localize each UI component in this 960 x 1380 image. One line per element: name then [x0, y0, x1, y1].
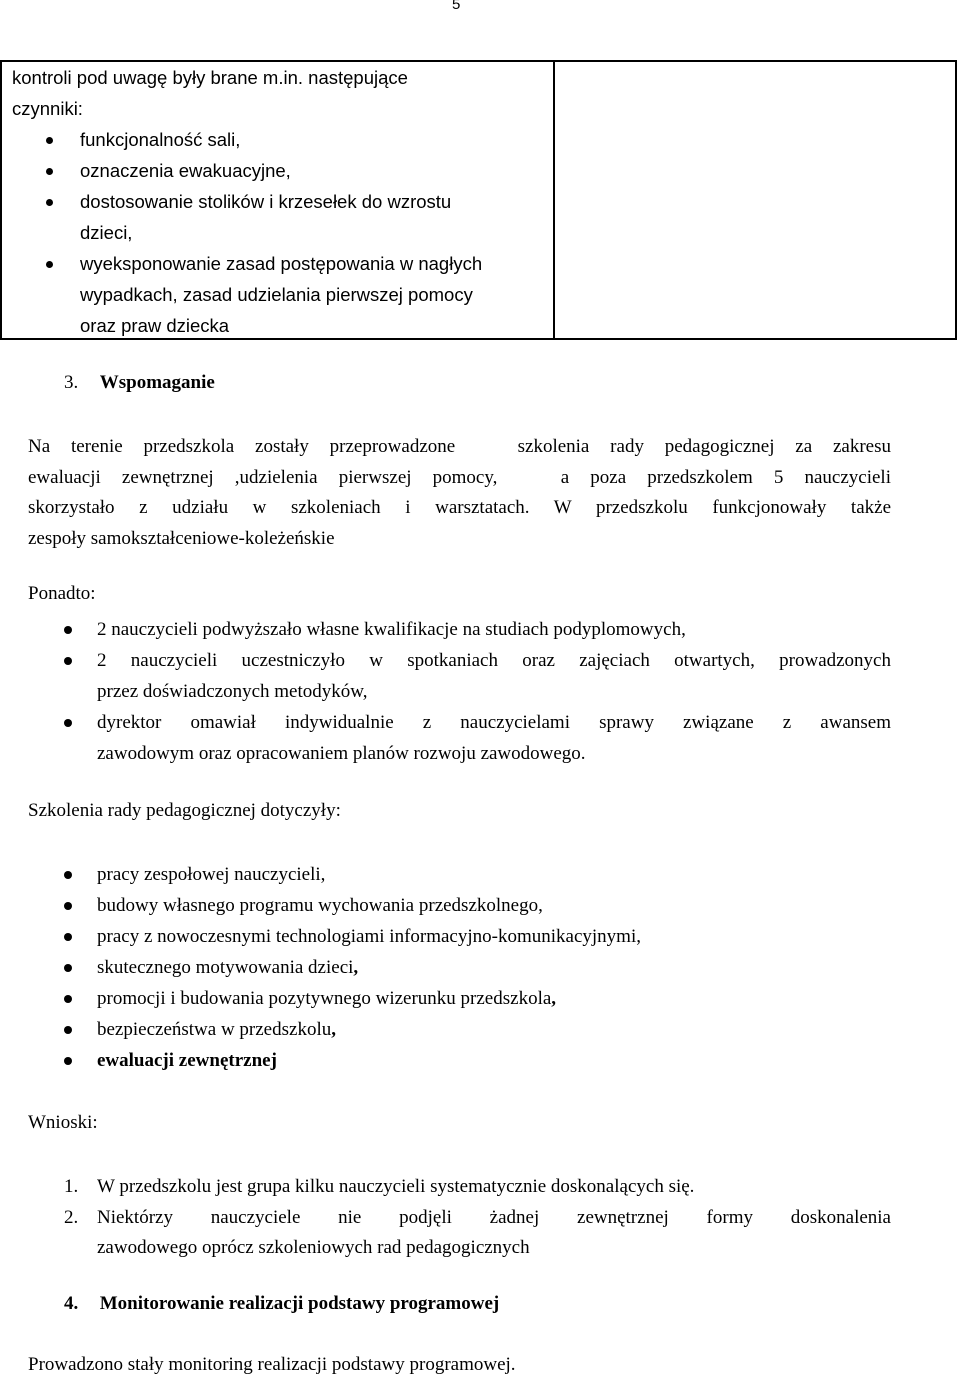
- szkolenia-label: Szkolenia rady pedagogicznej dotyczyły:: [28, 800, 341, 821]
- list-item: ewaluacji zewnętrznej: [28, 1045, 891, 1076]
- bullet-icon: [46, 199, 53, 206]
- section-3-number: 3.: [64, 372, 79, 393]
- table-intro-line-1: kontroli pod uwagę były brane m.in. następujące: [12, 67, 408, 88]
- list-item: bezpieczeństwa w przedszkolu,: [28, 1014, 891, 1045]
- bullet-icon: [46, 137, 53, 144]
- list-item: dyrektor omawiał indywidualnie z nauczycielami sprawy związane z awansem zawodowym oraz opracowaniem planów rozwoju zawodowego.: [28, 707, 891, 769]
- section-3-heading: [64, 372, 215, 394]
- table-bullet-item: funkcjonalność sali,: [12, 124, 547, 155]
- bullet-icon: [64, 933, 72, 941]
- bullet-icon: [64, 719, 72, 727]
- table-column-divider: [553, 62, 555, 338]
- list-item: 2 nauczycieli podwyższało własne kwalifikacje na studiach podyplomowych,: [28, 614, 891, 645]
- ponadto-label: Ponadto:: [28, 583, 96, 604]
- list-item: budowy własnego programu wychowania przedszkolnego,: [28, 890, 891, 921]
- wnioski-list: [28, 1172, 891, 1264]
- table-bullet-item: wyeksponowanie zasad postępowania w nagłych wypadkach, zasad udzielania pierwszej pomocy oraz praw dziecka: [12, 248, 547, 341]
- list-item: promocji i budowania pozytywnego wizerunku przedszkola,: [28, 983, 891, 1014]
- list-item: pracy zespołowej nauczycieli,: [28, 859, 891, 890]
- bullet-icon: [64, 995, 72, 1003]
- section-4-title: Monitorowanie realizacji podstawy programowej: [99, 1293, 500, 1314]
- list-item-number: 2.: [64, 1206, 79, 1228]
- page-number: 5: [452, 0, 461, 13]
- bullet-icon: [64, 902, 72, 910]
- list-item: 2. Niektórzy nauczyciele nie podjęli żadnej zewnętrznej formy doskonalenia zawodowego oprócz szkoleniowych rad pedagogicznych: [28, 1203, 891, 1264]
- table-left-cell: [12, 62, 547, 341]
- list-item: 1. W przedszkolu jest grupa kilku nauczycieli systematycznie doskonalących się.: [28, 1172, 891, 1203]
- paragraph-line: zespoły samokształceniowe-koleżeńskie: [28, 527, 335, 549]
- section-4-number: 4.: [64, 1293, 79, 1314]
- table-bullet-item: dostosowanie stolików i krzesełek do wzrostu dzieci,: [12, 186, 547, 248]
- ponadto-list: [28, 614, 891, 769]
- paragraph-line: Na terenie przedszkola zostały przeprowadzone szkolenia rady pedagogicznej za zakresu: [28, 436, 891, 457]
- section-3-title: Wspomaganie: [99, 372, 215, 393]
- table-bullet-item: oznaczenia ewakuacyjne,: [12, 155, 547, 186]
- bullet-icon: [64, 964, 72, 972]
- paragraph-line: ewaluacji zewnętrznej ,udzielenia pierwszej pomocy, a poza przedszkolem 5 nauczycieli: [28, 466, 891, 488]
- wnioski-label: Wnioski:: [28, 1112, 98, 1133]
- bullet-icon: [64, 1057, 72, 1065]
- bullet-icon: [46, 168, 53, 175]
- szkolenia-list: [28, 859, 891, 1076]
- list-item: skutecznego motywowania dzieci,: [28, 952, 891, 983]
- bullet-icon: [64, 626, 72, 634]
- section-4-paragraph: Prowadzono stały monitoring realizacji podstawy programowej.: [28, 1354, 516, 1375]
- bullet-icon: [64, 657, 72, 665]
- bullet-icon: [64, 871, 72, 879]
- paragraph-line: skorzystało z udziału w szkoleniach i warsztatach. W przedszkolu funkcjonowały także: [28, 497, 891, 518]
- continuation-table: [0, 60, 957, 340]
- list-item: 2 nauczycieli uczestniczyło w spotkaniach oraz zajęciach otwartych, prowadzonych przez doświadczonych metodyków,: [28, 645, 891, 707]
- bullet-icon: [46, 261, 53, 268]
- section-3-paragraph: [28, 432, 891, 554]
- list-item: pracy z nowoczesnymi technologiami informacyjno-komunikacyjnymi,: [28, 921, 891, 952]
- table-intro-line-2: czynniki:: [12, 98, 83, 119]
- section-4-heading: [64, 1293, 499, 1315]
- list-item-number: 1.: [64, 1176, 79, 1197]
- bullet-icon: [64, 1026, 72, 1034]
